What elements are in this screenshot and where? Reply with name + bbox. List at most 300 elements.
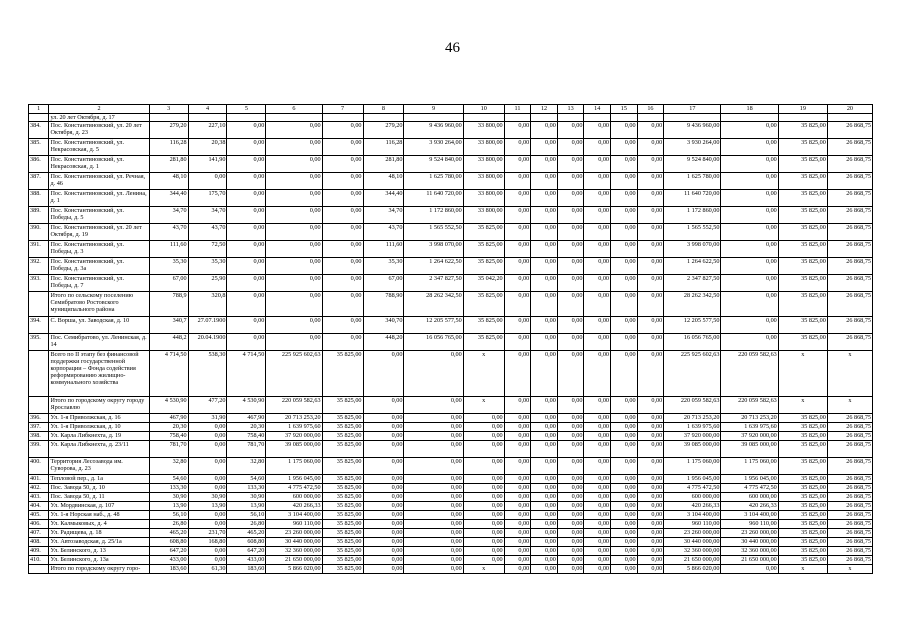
value-cell: 0,00 bbox=[557, 556, 584, 565]
value-cell: 35,30 bbox=[149, 258, 188, 275]
table-row bbox=[29, 423, 873, 432]
value-cell: 0,00 bbox=[531, 511, 558, 520]
value-cell: 35 825,00 bbox=[778, 275, 827, 292]
value-cell: 0,00 bbox=[504, 432, 531, 441]
value-cell: 420 266,33 bbox=[721, 502, 778, 511]
value-cell: 0,00 bbox=[463, 458, 504, 475]
value-cell: 0,00 bbox=[504, 547, 531, 556]
table-row bbox=[29, 122, 873, 139]
value-cell: 35 825,00 bbox=[778, 484, 827, 493]
value-cell: 33 800,00 bbox=[463, 190, 504, 207]
address-cell: Итого по городскому округу городу Ярославлю bbox=[49, 397, 149, 414]
value-cell: 35 825,00 bbox=[322, 458, 363, 475]
value-cell: 0,00 bbox=[637, 156, 664, 173]
value-cell: 26 868,75 bbox=[827, 493, 872, 502]
value-cell: 2 347 827,50 bbox=[664, 275, 721, 292]
value-cell: 0,00 bbox=[584, 156, 611, 173]
value-cell: 0,00 bbox=[463, 414, 504, 423]
column-number: 3 bbox=[149, 105, 188, 114]
value-cell: 0,00 bbox=[404, 432, 463, 441]
value-cell: 0,00 bbox=[557, 414, 584, 423]
value-cell: 26 868,75 bbox=[827, 190, 872, 207]
value-cell: 448,2 bbox=[149, 334, 188, 351]
value-cell: 0,00 bbox=[531, 258, 558, 275]
value-cell: 0,00 bbox=[611, 156, 638, 173]
address-cell: Пос. Константиновский, ул. Победы, д. 7 bbox=[49, 275, 149, 292]
value-cell: 0,00 bbox=[584, 122, 611, 139]
value-cell: 0,00 bbox=[611, 441, 638, 458]
value-cell: 0,00 bbox=[188, 520, 227, 529]
value-cell: 0,00 bbox=[363, 529, 404, 538]
table-row bbox=[29, 493, 873, 502]
table-row bbox=[29, 139, 873, 156]
value-cell: 0,00 bbox=[504, 275, 531, 292]
value-cell: 61,30 bbox=[188, 565, 227, 574]
row-number: 392. bbox=[29, 258, 49, 275]
value-cell: 0,00 bbox=[531, 538, 558, 547]
value-cell: 20,30 bbox=[227, 423, 266, 432]
value-cell: 0,00 bbox=[463, 529, 504, 538]
value-cell: 0,00 bbox=[504, 258, 531, 275]
value-cell: 220 059 582,63 bbox=[664, 397, 721, 414]
value-cell: 0,00 bbox=[557, 397, 584, 414]
value-cell: 9 524 840,00 bbox=[404, 156, 463, 173]
value-cell: 26 868,75 bbox=[827, 502, 872, 511]
value-cell: 35 825,00 bbox=[322, 484, 363, 493]
value-cell: 43,70 bbox=[188, 224, 227, 241]
value-cell: 56,10 bbox=[227, 511, 266, 520]
value-cell: 0,00 bbox=[504, 556, 531, 565]
value-cell: 0,00 bbox=[611, 529, 638, 538]
value-cell: 0,00 bbox=[531, 241, 558, 258]
address-cell: Пос. Семибратово, ул. Ленинская, д. 14 bbox=[49, 334, 149, 351]
value-cell: 0,00 bbox=[504, 458, 531, 475]
value-cell: 0,00 bbox=[266, 241, 322, 258]
page-number: 46 bbox=[445, 40, 460, 56]
value-cell: 0,00 bbox=[266, 156, 322, 173]
table-row bbox=[29, 241, 873, 258]
row-number: 391. bbox=[29, 241, 49, 258]
row-number bbox=[29, 397, 49, 414]
value-cell: 23 260 000,00 bbox=[721, 529, 778, 538]
value-cell: 9 436 960,00 bbox=[664, 122, 721, 139]
value-cell: 35 825,00 bbox=[778, 258, 827, 275]
address-cell: Ул. 1-я Приволжская, д. 16 bbox=[49, 414, 149, 423]
value-cell: 0,00 bbox=[404, 547, 463, 556]
value-cell: 20 713 253,20 bbox=[721, 414, 778, 423]
value-cell: 67,00 bbox=[149, 275, 188, 292]
value-cell: 0,00 bbox=[584, 520, 611, 529]
value-cell: 13,90 bbox=[149, 502, 188, 511]
value-cell: 0,00 bbox=[463, 520, 504, 529]
value-cell: 26 868,75 bbox=[827, 520, 872, 529]
value-cell: 0,00 bbox=[637, 414, 664, 423]
value-cell: 0,00 bbox=[584, 139, 611, 156]
value-cell: 26 868,75 bbox=[827, 556, 872, 565]
value-cell: 0,00 bbox=[611, 565, 638, 574]
value-cell: 0,00 bbox=[322, 258, 363, 275]
row-number bbox=[29, 114, 49, 122]
table-row bbox=[29, 156, 873, 173]
value-cell: 465,20 bbox=[149, 529, 188, 538]
value-cell: 0,00 bbox=[557, 224, 584, 241]
value-cell: 26 868,75 bbox=[827, 156, 872, 173]
value-cell: 0,00 bbox=[188, 173, 227, 190]
value-cell: 1 639 975,60 bbox=[266, 423, 322, 432]
value-cell: 477,20 bbox=[188, 397, 227, 414]
row-number: 401. bbox=[29, 475, 49, 484]
value-cell: 0,00 bbox=[557, 484, 584, 493]
value-cell: 0,00 bbox=[637, 258, 664, 275]
value-cell: 35 825,00 bbox=[322, 432, 363, 441]
value-cell: 3 104 400,00 bbox=[266, 511, 322, 520]
value-cell: 4 530,90 bbox=[227, 397, 266, 414]
value-cell: 1 565 552,50 bbox=[664, 224, 721, 241]
value-cell: 27.07.1900 bbox=[188, 317, 227, 334]
value-cell: 758,40 bbox=[149, 432, 188, 441]
value-cell: 0,00 bbox=[363, 547, 404, 556]
value-cell: 0,00 bbox=[504, 397, 531, 414]
value-cell: 30,90 bbox=[188, 493, 227, 502]
value-cell: 0,00 bbox=[404, 441, 463, 458]
value-cell: 0,00 bbox=[611, 547, 638, 556]
value-cell: 433,00 bbox=[227, 556, 266, 565]
value-cell: 16 056 765,00 bbox=[404, 334, 463, 351]
value-cell: 467,90 bbox=[227, 414, 266, 423]
value-cell: 0,00 bbox=[584, 547, 611, 556]
value-cell: 0,00 bbox=[463, 423, 504, 432]
address-cell: Ул. 1-я Приволжская, д. 10 bbox=[49, 423, 149, 432]
value-cell: 0,00 bbox=[531, 292, 558, 317]
value-cell: 35 825,00 bbox=[463, 224, 504, 241]
value-cell: 35,30 bbox=[188, 258, 227, 275]
value-cell: 600 000,00 bbox=[664, 493, 721, 502]
value-cell: 467,90 bbox=[149, 414, 188, 423]
row-number: 409. bbox=[29, 547, 49, 556]
value-cell: 647,20 bbox=[227, 547, 266, 556]
table-row bbox=[29, 258, 873, 275]
value-cell: 227,10 bbox=[188, 122, 227, 139]
value-cell: 3 930 264,00 bbox=[664, 139, 721, 156]
value-cell: 340,7 bbox=[149, 317, 188, 334]
value-cell: 35 825,00 bbox=[778, 224, 827, 241]
value-cell: 56,10 bbox=[149, 511, 188, 520]
value-cell: 0,00 bbox=[557, 173, 584, 190]
column-number: 1 bbox=[29, 105, 49, 114]
value-cell: 0,00 bbox=[266, 122, 322, 139]
column-number: 13 bbox=[557, 105, 584, 114]
value-cell: 0,00 bbox=[611, 423, 638, 432]
value-cell: 0,00 bbox=[611, 502, 638, 511]
value-cell bbox=[227, 114, 266, 122]
value-cell: 608,80 bbox=[227, 538, 266, 547]
value-cell: 0,00 bbox=[637, 224, 664, 241]
value-cell: 1 264 622,50 bbox=[664, 258, 721, 275]
value-cell: 0,00 bbox=[266, 224, 322, 241]
address-cell: Ул. Автозаводская, д. 25/1а bbox=[49, 538, 149, 547]
address-cell: Ул. Радищева, д. 18 bbox=[49, 529, 149, 538]
value-cell: 0,00 bbox=[504, 207, 531, 224]
value-cell: 0,00 bbox=[584, 258, 611, 275]
value-cell: 0,00 bbox=[637, 484, 664, 493]
column-number: 7 bbox=[322, 105, 363, 114]
value-cell: 2 347 827,50 bbox=[404, 275, 463, 292]
value-cell: 0,00 bbox=[504, 502, 531, 511]
row-number: 404. bbox=[29, 502, 49, 511]
column-number: 4 bbox=[188, 105, 227, 114]
value-cell: 0,00 bbox=[584, 317, 611, 334]
table-row bbox=[29, 114, 873, 122]
value-cell: 26 868,75 bbox=[827, 258, 872, 275]
value-cell: 281,80 bbox=[149, 156, 188, 173]
value-cell: 37 920 000,00 bbox=[266, 432, 322, 441]
value-cell: 11 640 720,00 bbox=[664, 190, 721, 207]
value-cell: 0,00 bbox=[363, 493, 404, 502]
value-cell: x bbox=[778, 397, 827, 414]
value-cell: 0,00 bbox=[637, 511, 664, 520]
value-cell: 35 825,00 bbox=[322, 538, 363, 547]
table-row bbox=[29, 317, 873, 334]
value-cell: 133,30 bbox=[227, 484, 266, 493]
column-number: 18 bbox=[721, 105, 778, 114]
value-cell: 0,00 bbox=[463, 538, 504, 547]
table-row bbox=[29, 502, 873, 511]
value-cell: 0,00 bbox=[721, 275, 778, 292]
value-cell: 26 868,75 bbox=[827, 139, 872, 156]
value-cell: 0,00 bbox=[363, 351, 404, 397]
row-number: 407. bbox=[29, 529, 49, 538]
value-cell: 0,00 bbox=[504, 529, 531, 538]
value-cell: 0,00 bbox=[504, 565, 531, 574]
value-cell: 0,00 bbox=[404, 565, 463, 574]
value-cell: 0,00 bbox=[721, 139, 778, 156]
value-cell: 0,00 bbox=[637, 122, 664, 139]
value-cell bbox=[266, 114, 322, 122]
value-cell: 0,00 bbox=[322, 122, 363, 139]
value-cell: 0,00 bbox=[557, 139, 584, 156]
value-cell: 0,00 bbox=[584, 511, 611, 520]
value-cell: 960 110,00 bbox=[664, 520, 721, 529]
address-cell: С. Ворша, ул. Заводская, д. 10 bbox=[49, 317, 149, 334]
row-number: 384. bbox=[29, 122, 49, 139]
value-cell: 35 825,00 bbox=[778, 156, 827, 173]
value-cell: 0,00 bbox=[611, 224, 638, 241]
value-cell: 35 825,00 bbox=[322, 547, 363, 556]
row-number: 396. bbox=[29, 414, 49, 423]
value-cell: 320,8 bbox=[188, 292, 227, 317]
value-cell: 26 868,75 bbox=[827, 317, 872, 334]
value-cell: 35 825,00 bbox=[778, 173, 827, 190]
value-cell: 0,00 bbox=[637, 173, 664, 190]
value-cell: 0,00 bbox=[611, 334, 638, 351]
address-cell: Тепловой пер., д. 1а bbox=[49, 475, 149, 484]
value-cell: 0,00 bbox=[611, 475, 638, 484]
value-cell: 26 868,75 bbox=[827, 475, 872, 484]
value-cell: 1 175 060,00 bbox=[266, 458, 322, 475]
value-cell: 111,60 bbox=[149, 241, 188, 258]
value-cell: 279,20 bbox=[149, 122, 188, 139]
value-cell: 0,00 bbox=[611, 292, 638, 317]
value-cell: 28 262 342,50 bbox=[664, 292, 721, 317]
value-cell: 26 868,75 bbox=[827, 432, 872, 441]
value-cell: 35 825,00 bbox=[778, 317, 827, 334]
value-cell: 0,00 bbox=[584, 475, 611, 484]
address-cell: Пос. Константиновский, ул. Некрасовская, д. 5 bbox=[49, 139, 149, 156]
table-row bbox=[29, 475, 873, 484]
column-number: 5 bbox=[227, 105, 266, 114]
table-row bbox=[29, 292, 873, 317]
value-cell: 0,00 bbox=[611, 414, 638, 423]
value-cell: 0,00 bbox=[721, 565, 778, 574]
value-cell: 3 104 400,00 bbox=[664, 511, 721, 520]
value-cell: 0,00 bbox=[463, 556, 504, 565]
column-number: 12 bbox=[531, 105, 558, 114]
value-cell: 35 825,00 bbox=[778, 493, 827, 502]
value-cell: 0,00 bbox=[531, 190, 558, 207]
address-cell: ул. 20 лет Октября, д. 17 bbox=[49, 114, 149, 122]
value-cell: 0,00 bbox=[584, 556, 611, 565]
value-cell: 4 775 472,50 bbox=[721, 484, 778, 493]
address-cell: Пос. Константиновский, ул. Ленина, д. 1 bbox=[49, 190, 149, 207]
value-cell: 279,20 bbox=[363, 122, 404, 139]
row-number: 388. bbox=[29, 190, 49, 207]
value-cell: 32,80 bbox=[149, 458, 188, 475]
value-cell bbox=[149, 114, 188, 122]
value-cell: 43,70 bbox=[363, 224, 404, 241]
value-cell: 1 639 975,60 bbox=[664, 423, 721, 432]
value-cell: 781,70 bbox=[149, 441, 188, 458]
address-cell: Ул. Белинского, д. 13 bbox=[49, 547, 149, 556]
value-cell: x bbox=[827, 565, 872, 574]
address-cell: Ул. Мордвинская, д. 107 bbox=[49, 502, 149, 511]
value-cell bbox=[611, 114, 638, 122]
value-cell: 26 868,75 bbox=[827, 224, 872, 241]
value-cell: 0,00 bbox=[611, 484, 638, 493]
value-cell: 35 825,00 bbox=[463, 241, 504, 258]
value-cell: 0,00 bbox=[557, 292, 584, 317]
value-cell: 0,00 bbox=[531, 565, 558, 574]
value-cell: 0,00 bbox=[611, 258, 638, 275]
table-row bbox=[29, 173, 873, 190]
value-cell: 26 868,75 bbox=[827, 441, 872, 458]
table-row bbox=[29, 565, 873, 574]
table-row bbox=[29, 484, 873, 493]
value-cell: 0,00 bbox=[504, 156, 531, 173]
value-cell: 0,00 bbox=[584, 423, 611, 432]
value-cell: 0,00 bbox=[611, 520, 638, 529]
value-cell: 35 825,00 bbox=[463, 292, 504, 317]
value-cell: 0,00 bbox=[531, 317, 558, 334]
value-cell: 0,00 bbox=[584, 397, 611, 414]
value-cell bbox=[637, 114, 664, 122]
value-cell: 0,00 bbox=[637, 351, 664, 397]
address-cell: Пос. Константиновский, ул. Некрасовская, д. 1 bbox=[49, 156, 149, 173]
row-number: 394. bbox=[29, 317, 49, 334]
value-cell: 26 868,75 bbox=[827, 292, 872, 317]
value-cell: 0,00 bbox=[322, 317, 363, 334]
value-cell: 608,80 bbox=[149, 538, 188, 547]
value-cell: 26 868,75 bbox=[827, 241, 872, 258]
table-row bbox=[29, 334, 873, 351]
row-number: 385. bbox=[29, 139, 49, 156]
value-cell: 0,00 bbox=[721, 317, 778, 334]
value-cell: 538,30 bbox=[188, 351, 227, 397]
row-number: 389. bbox=[29, 207, 49, 224]
value-cell: 0,00 bbox=[637, 423, 664, 432]
value-cell: 0,00 bbox=[404, 458, 463, 475]
value-cell: 0,00 bbox=[504, 441, 531, 458]
value-cell: 0,00 bbox=[721, 156, 778, 173]
value-cell: 72,50 bbox=[188, 241, 227, 258]
value-cell: 35 825,00 bbox=[778, 190, 827, 207]
value-cell: 0,00 bbox=[637, 475, 664, 484]
value-cell: 35 825,00 bbox=[322, 529, 363, 538]
value-cell: 133,30 bbox=[149, 484, 188, 493]
value-cell: 0,00 bbox=[611, 511, 638, 520]
value-cell: 33 800,00 bbox=[463, 156, 504, 173]
value-cell: 20,38 bbox=[188, 139, 227, 156]
value-cell: 13,90 bbox=[188, 502, 227, 511]
value-cell: 54,60 bbox=[149, 475, 188, 484]
value-cell: 1 625 780,00 bbox=[404, 173, 463, 190]
value-cell: 1 625 780,00 bbox=[664, 173, 721, 190]
table-row bbox=[29, 556, 873, 565]
value-cell: 35 825,00 bbox=[778, 502, 827, 511]
value-cell: 32 360 000,00 bbox=[266, 547, 322, 556]
value-cell: 0,00 bbox=[188, 511, 227, 520]
value-cell: 0,00 bbox=[322, 292, 363, 317]
value-cell: 28 262 342,50 bbox=[404, 292, 463, 317]
value-cell: 35 825,00 bbox=[322, 520, 363, 529]
value-cell: 0,00 bbox=[531, 458, 558, 475]
value-cell: 0,00 bbox=[557, 538, 584, 547]
row-number: 408. bbox=[29, 538, 49, 547]
value-cell: 960 110,00 bbox=[721, 520, 778, 529]
address-cell: Пос. Завода 50, д. 10 bbox=[49, 484, 149, 493]
value-cell: 34,70 bbox=[188, 207, 227, 224]
value-cell: 0,00 bbox=[504, 520, 531, 529]
table-row bbox=[29, 414, 873, 423]
value-cell: 35 825,00 bbox=[778, 441, 827, 458]
value-cell: 33 800,00 bbox=[463, 122, 504, 139]
value-cell: 26 868,75 bbox=[827, 423, 872, 432]
column-number: 20 bbox=[827, 105, 872, 114]
value-cell: 21 650 000,00 bbox=[721, 556, 778, 565]
value-cell: 35 825,00 bbox=[778, 520, 827, 529]
value-cell: 116,28 bbox=[363, 139, 404, 156]
value-cell bbox=[363, 114, 404, 122]
value-cell: 0,00 bbox=[637, 547, 664, 556]
row-number: 406. bbox=[29, 520, 49, 529]
value-cell: 0,00 bbox=[531, 414, 558, 423]
column-number: 17 bbox=[664, 105, 721, 114]
value-cell: 0,00 bbox=[463, 441, 504, 458]
value-cell: 33 800,00 bbox=[463, 207, 504, 224]
value-cell: 0,00 bbox=[363, 414, 404, 423]
row-number: 405. bbox=[29, 511, 49, 520]
column-number: 2 bbox=[49, 105, 149, 114]
value-cell: 0,00 bbox=[504, 139, 531, 156]
value-cell: 225 925 602,63 bbox=[266, 351, 322, 397]
value-cell: 0,00 bbox=[363, 397, 404, 414]
value-cell: 33 800,00 bbox=[463, 173, 504, 190]
address-cell: Ул. 1-я Норская наб., д. 48 bbox=[49, 511, 149, 520]
value-cell: x bbox=[778, 351, 827, 397]
value-cell: x bbox=[778, 565, 827, 574]
value-cell bbox=[463, 114, 504, 122]
value-cell: 35 825,00 bbox=[778, 529, 827, 538]
value-cell: 0,00 bbox=[188, 556, 227, 565]
